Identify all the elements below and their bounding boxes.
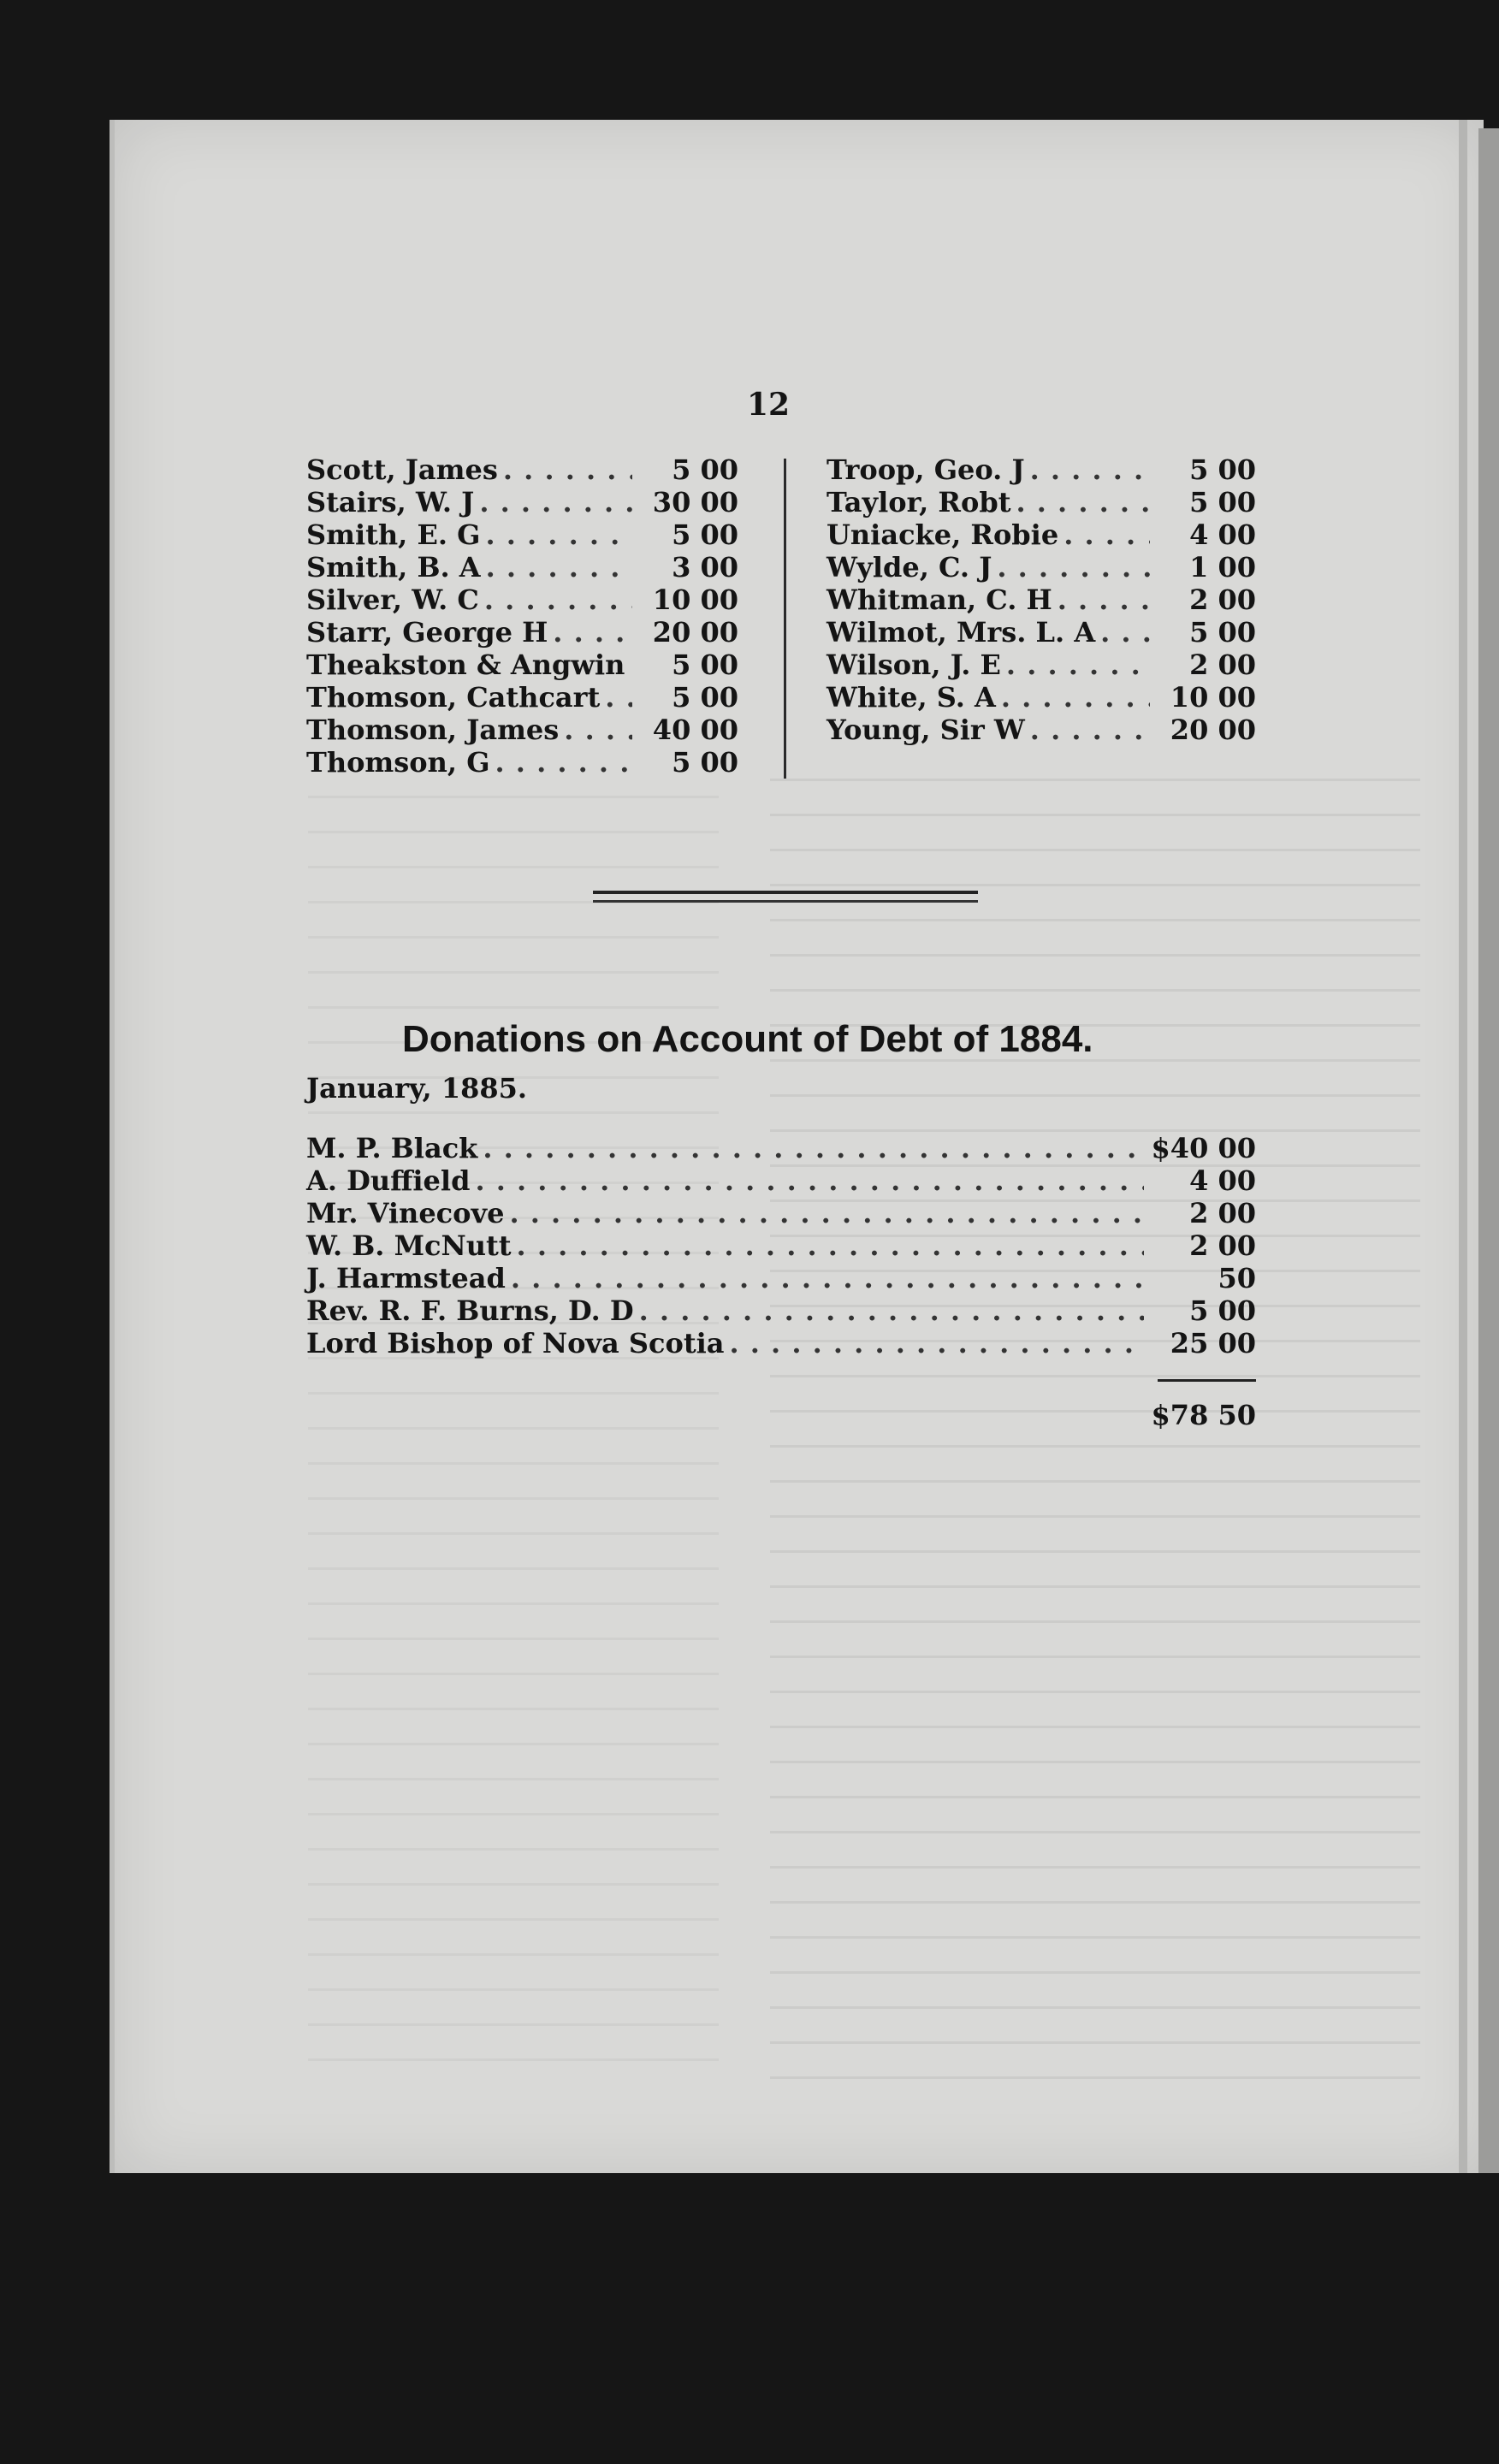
- donation-total: $78 50: [1151, 1399, 1256, 1431]
- section-title: Donations on Account of Debt of 1884.: [402, 1018, 1093, 1060]
- list-item: Thomson, James . . . 40 00: [306, 714, 738, 746]
- list-item: J. Harmstead . . . 50: [306, 1262, 1256, 1294]
- list-item: M. P. Black . . . $40 00: [306, 1132, 1256, 1164]
- bleed-through-text: [770, 753, 1420, 2088]
- list-item: Lord Bishop of Nova Scotia . . . 25 00: [306, 1327, 1256, 1359]
- column-divider: [784, 459, 786, 779]
- list-item: Smith, B. A . . . 3 00: [306, 551, 738, 583]
- list-item: Thomson, Cathcart . . . 5 00: [306, 681, 738, 714]
- list-item: Scott, James . . . 5 00: [306, 453, 738, 486]
- list-item: Young, Sir W . . . 20 00: [827, 714, 1256, 746]
- section-divider: [593, 891, 978, 903]
- list-item: Thomson, G . . . 5 00: [306, 746, 738, 779]
- list-item: Wylde, C. J . . . 1 00: [827, 551, 1256, 583]
- list-item: Wilmot, Mrs. L. A . . . 5 00: [827, 616, 1256, 649]
- list-item: Whitman, C. H . . . 2 00: [827, 583, 1256, 616]
- list-item: Rev. R. F. Burns, D. D . . . 5 00: [306, 1294, 1256, 1327]
- facing-page-edge: [1478, 128, 1499, 2173]
- list-item: Theakston & Angwin . . . 5 00: [306, 649, 738, 681]
- donation-list: [306, 1132, 1256, 1359]
- subscriber-list-right: [827, 453, 1256, 746]
- list-item: Wilson, J. E . . . 2 00: [827, 649, 1256, 681]
- bleed-through-text: [308, 770, 719, 2088]
- section-date: January, 1885.: [306, 1072, 528, 1105]
- list-item: A. Duffield . . . 4 00: [306, 1164, 1256, 1197]
- total-rule: [1158, 1379, 1256, 1382]
- page-number: 12: [747, 387, 791, 423]
- list-item: Troop, Geo. J . . . 5 00: [827, 453, 1256, 486]
- list-item: White, S. A . . . 10 00: [827, 681, 1256, 714]
- list-item: Uniacke, Robie . . . 4 00: [827, 518, 1256, 551]
- list-item: W. B. McNutt . . . 2 00: [306, 1229, 1256, 1262]
- list-item: Silver, W. C . . . 10 00: [306, 583, 738, 616]
- page-spine: [1459, 120, 1467, 2173]
- list-item: Starr, George H . . . 20 00: [306, 616, 738, 649]
- list-item: Mr. Vinecove . . . 2 00: [306, 1197, 1256, 1229]
- list-item: Taylor, Robt . . . 5 00: [827, 486, 1256, 518]
- list-item: Smith, E. G . . . 5 00: [306, 518, 738, 551]
- subscriber-list-left: [306, 453, 738, 779]
- list-item: Stairs, W. J . . . 30 00: [306, 486, 738, 518]
